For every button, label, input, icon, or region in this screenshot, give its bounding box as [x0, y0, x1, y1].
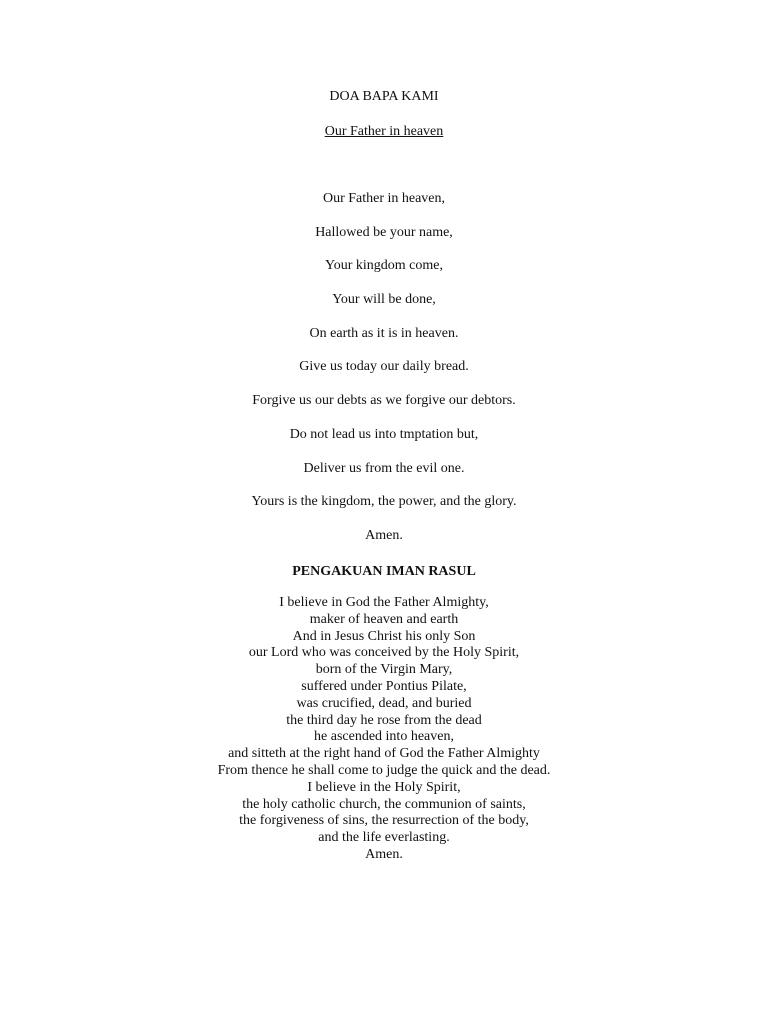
creed-line: From thence he shall come to judge the quick and the dead. [217, 762, 551, 778]
creed-line: and sitteth at the right hand of God the Father Almighty [228, 746, 540, 762]
creed-line: I believe in the Holy Spirit, [307, 779, 461, 795]
document-subtitle: Our Father in heaven [324, 124, 444, 139]
prayer-line: Do not lead us into tmptation but, [289, 426, 479, 442]
prayer-line: Deliver us from the evil one. [303, 460, 465, 476]
creed-line: maker of heaven and earth [309, 611, 459, 627]
creed-line: born of the Virgin Mary, [315, 662, 453, 678]
creed-line: our Lord who was conceived by the Holy Spirit, [248, 645, 520, 661]
creed-lines [0, 595, 768, 864]
prayer-line: Give us today our daily bread. [299, 359, 469, 375]
prayer-line: Hallowed be your name, [315, 224, 453, 240]
creed-line: Amen. [365, 846, 403, 862]
creed-line: was crucified, dead, and buried [296, 695, 472, 711]
prayer-line: On earth as it is in heaven. [309, 325, 459, 341]
creed-line: the forgiveness of sins, the resurrection of the body, [239, 813, 529, 829]
creed-line: I believe in God the Father Almighty, [279, 595, 489, 610]
creed-line: and the life everlasting. [318, 830, 450, 846]
prayer-line: Forgive us our debts as we forgive our debtors. [252, 393, 516, 409]
creed-line: And in Jesus Christ his only Son [292, 628, 476, 644]
creed-heading: PENGAKUAN IMAN RASUL [292, 564, 476, 579]
prayer-line: Amen. [365, 527, 403, 543]
prayer-line: Our Father in heaven, [322, 191, 446, 206]
creed-line: suffered under Pontius Pilate, [301, 678, 467, 694]
creed-line: the holy catholic church, the communion of saints, [242, 796, 526, 812]
prayer-line: Your will be done, [332, 292, 436, 308]
creed-line: he ascended into heaven, [314, 729, 454, 745]
prayer-lines [0, 191, 768, 562]
document-title: DOA BAPA KAMI [329, 89, 439, 104]
prayer-line: Your kingdom come, [325, 258, 443, 274]
prayer-line: Yours is the kingdom, the power, and the glory. [251, 494, 517, 510]
creed-line: the third day he rose from the dead [286, 712, 482, 728]
